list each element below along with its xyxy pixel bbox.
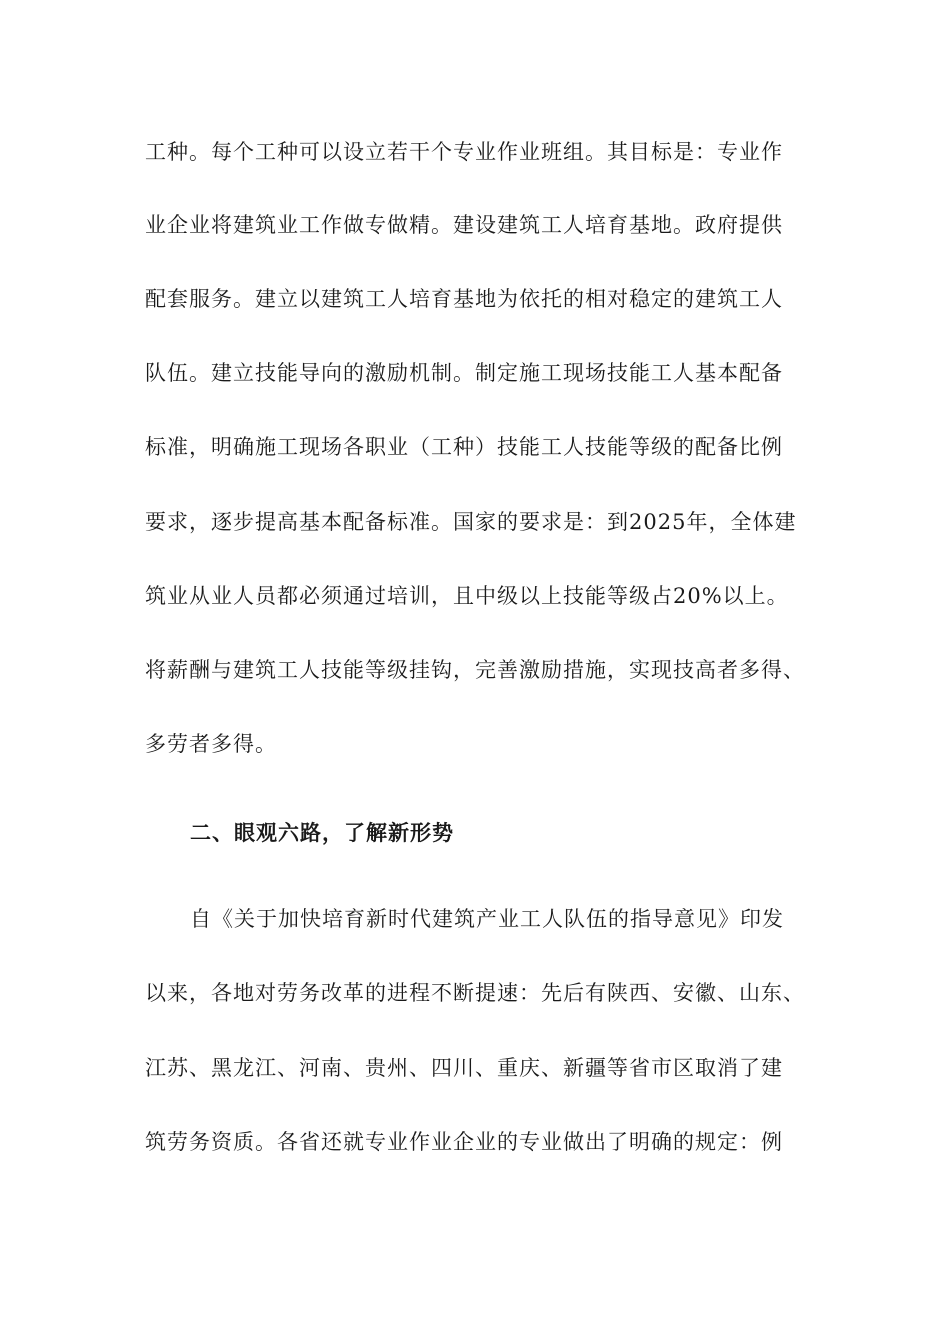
section-heading: 二、眼观六路，了解新形势 xyxy=(190,820,454,845)
paragraph-line: 配套服务。建立以建筑工人培育基地为依托的相对稳定的建筑工人 xyxy=(145,287,783,311)
paragraph-line: 业企业将建筑业工作做专做精。建设建筑工人培育基地。政府提供 xyxy=(145,213,783,237)
paragraph-line: 筑劳务资质。各省还就专业作业企业的专业做出了明确的规定：例 xyxy=(145,1130,783,1154)
paragraph-line: 筑业从业人员都必须通过培训，且中级以上技能等级占20%以上。 xyxy=(145,584,789,608)
paragraph-line: 以来，各地对劳务改革的进程不断提速：先后有陕西、安徽、山东、 xyxy=(145,981,805,1005)
paragraph-line: 要求，逐步提高基本配备标准。国家的要求是：到2025年，全体建 xyxy=(145,510,797,534)
paragraph-line: 工种。每个工种可以设立若干个专业作业班组。其目标是：专业作 xyxy=(145,140,783,164)
paragraph-line: 将薪酬与建筑工人技能等级挂钩，完善激励措施，实现技高者多得、 xyxy=(145,658,805,682)
paragraph-line: 标准，明确施工现场各职业（工种）技能工人技能等级的配备比例 xyxy=(145,435,783,459)
paragraph-line: 自《关于加快培育新时代建筑产业工人队伍的指导意见》印发 xyxy=(190,907,784,931)
paragraph-line: 江苏、黑龙江、河南、贵州、四川、重庆、新疆等省市区取消了建 xyxy=(145,1056,783,1080)
paragraph-line: 队伍。建立技能导向的激励机制。制定施工现场技能工人基本配备 xyxy=(145,361,783,385)
paragraph-line: 多劳者多得。 xyxy=(145,732,277,756)
